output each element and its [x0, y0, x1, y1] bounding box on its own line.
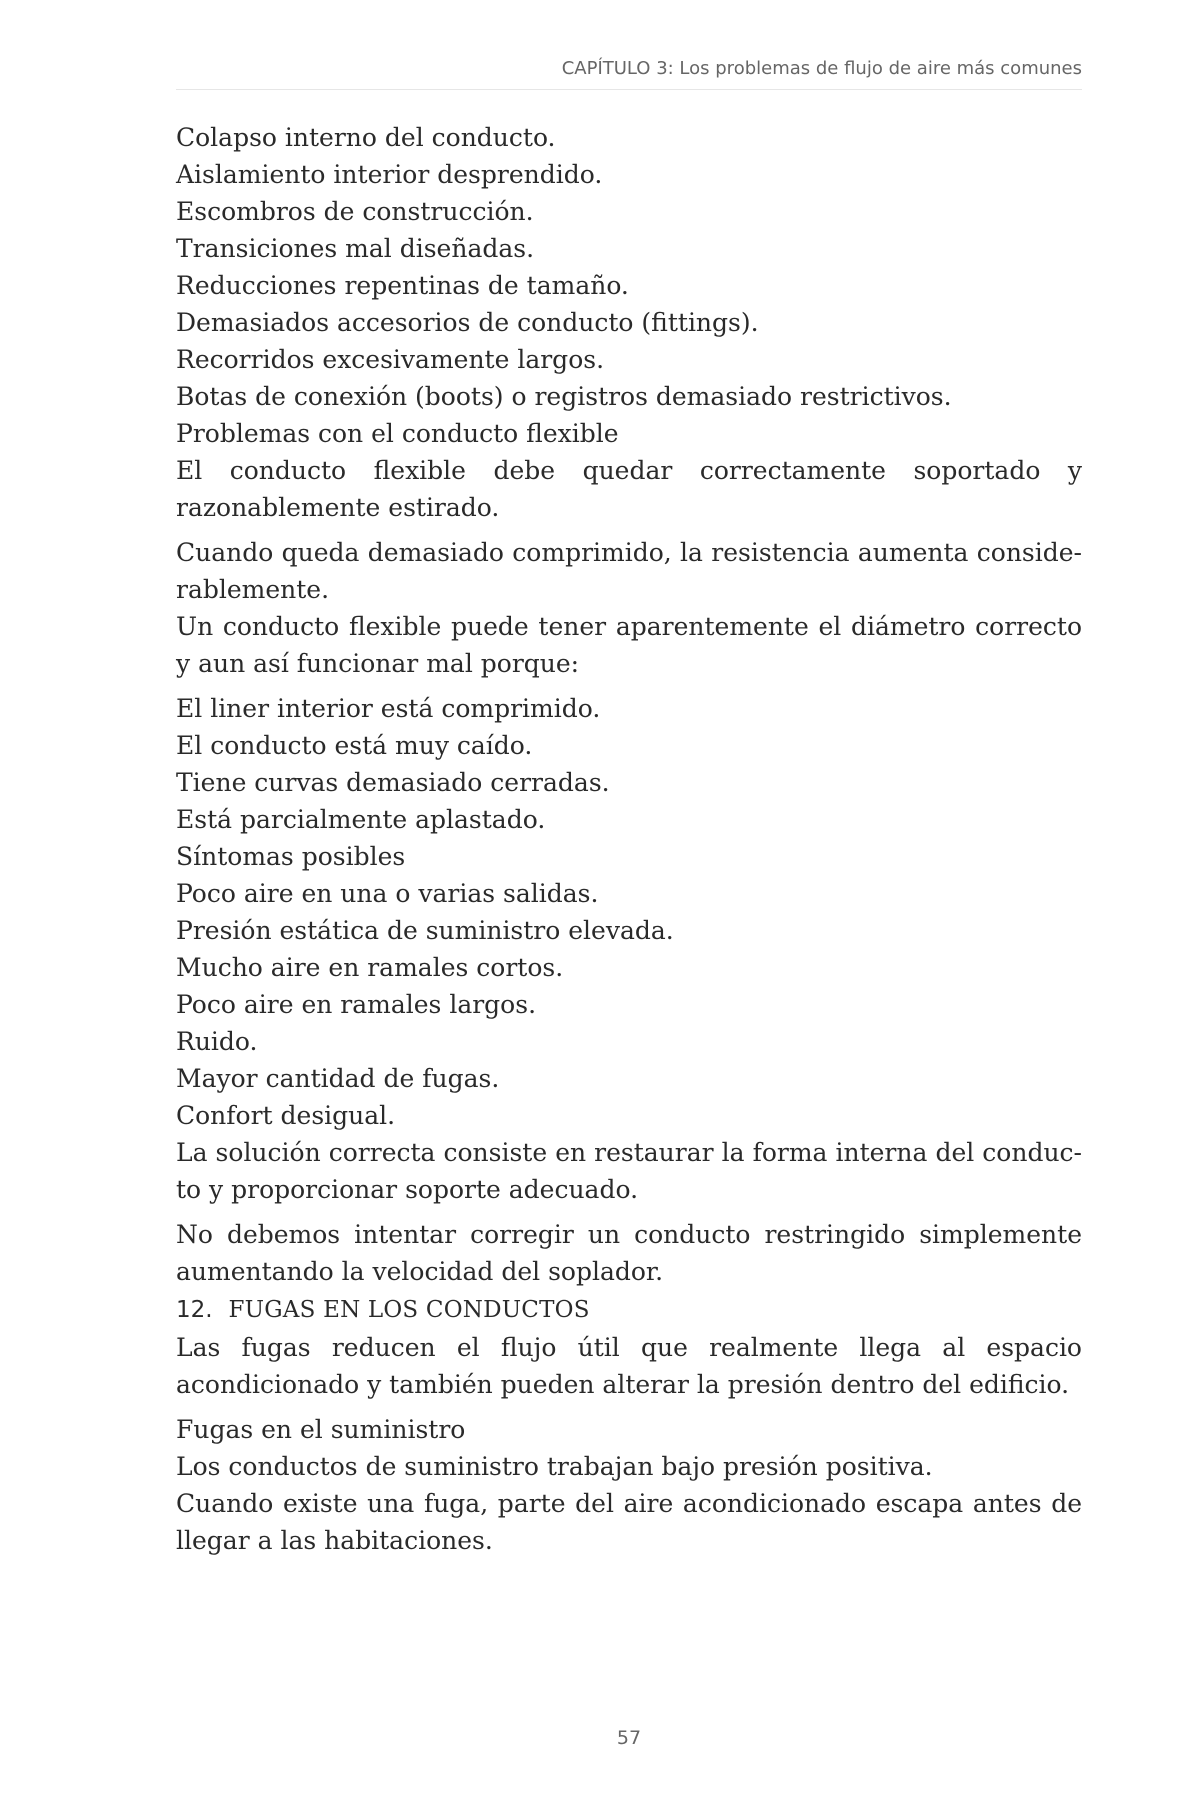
text-line: Está parcialmente aplastado.: [176, 805, 546, 834]
text-paragraph: La solución correcta consiste en restaurar la forma interna del conducto y proporcionar soporte adecuado.: [176, 1138, 1082, 1204]
text-paragraph: Cuando queda demasiado comprimido, la resistencia aumenta considerablemente.: [176, 538, 1082, 604]
text-line: Transiciones mal diseñadas.: [176, 234, 535, 263]
subheading-flexible-duct: Problemas con el conducto flexible: [176, 419, 619, 448]
text-line: Ruido.: [176, 1027, 258, 1056]
section-number: 12.: [176, 1297, 213, 1323]
text-line: El liner interior está comprimido.: [176, 694, 601, 723]
section-title: FUGAS EN LOS CONDUCTOS: [228, 1297, 590, 1323]
running-header: CAPÍTULO 3: Los problemas de flujo de aire más comunes: [561, 58, 1082, 79]
text-line: Mayor cantidad de fugas.: [176, 1064, 500, 1093]
text-paragraph: No debemos intentar corregir un conducto restringido simplemente aumentando la velocidad del soplador.: [176, 1220, 1082, 1286]
text-line: Mucho aire en ramales cortos.: [176, 953, 564, 982]
text-line: Los conductos de suministro trabajan bajo presión positiva.: [176, 1452, 933, 1481]
subheading-supply-leaks: Fugas en el suministro: [176, 1415, 466, 1444]
text-paragraph: Las fugas reducen el flujo útil que realmente llega al espacio acondicionado y también pueden alterar la presión dentro del edificio.: [176, 1333, 1082, 1399]
text-paragraph: Un conducto flexible puede tener aparentemente el diámetro correcto y aun así funcionar mal porque:: [176, 612, 1082, 678]
text-line: Poco aire en ramales largos.: [176, 990, 537, 1019]
text-line: Demasiados accesorios de conducto (fittings).: [176, 308, 759, 337]
document-page: [176, 0, 1082, 1800]
header-divider: [176, 89, 1082, 90]
subheading-symptoms: Síntomas posibles: [176, 842, 406, 871]
text-line: Tiene curvas demasiado cerradas.: [176, 768, 610, 797]
page-number: 57: [616, 1727, 642, 1749]
text-line: Confort desigual.: [176, 1101, 396, 1130]
text-line: Botas de conexión (boots) o registros demasiado restrictivos.: [176, 382, 952, 411]
text-line: El conducto está muy caído.: [176, 731, 533, 760]
text-line: Recorridos excesivamente largos.: [176, 345, 605, 374]
section-heading: [176, 1290, 1082, 1329]
text-paragraph: El conducto flexible debe quedar correctamente soportado y razonablemente estirado.: [176, 456, 1082, 522]
text-line: Colapso interno del conducto.: [176, 123, 556, 152]
text-line: Poco aire en una o varias salidas.: [176, 879, 599, 908]
text-line: Escombros de construcción.: [176, 197, 534, 226]
text-line: Aislamiento interior desprendido.: [176, 160, 603, 189]
text-paragraph: Cuando existe una fuga, parte del aire acondicionado escapa antes de llegar a las habitaciones.: [176, 1489, 1082, 1555]
text-line: Reducciones repentinas de tamaño.: [176, 271, 629, 300]
text-line: Presión estática de suministro elevada.: [176, 916, 674, 945]
body-text: [176, 119, 1082, 1559]
